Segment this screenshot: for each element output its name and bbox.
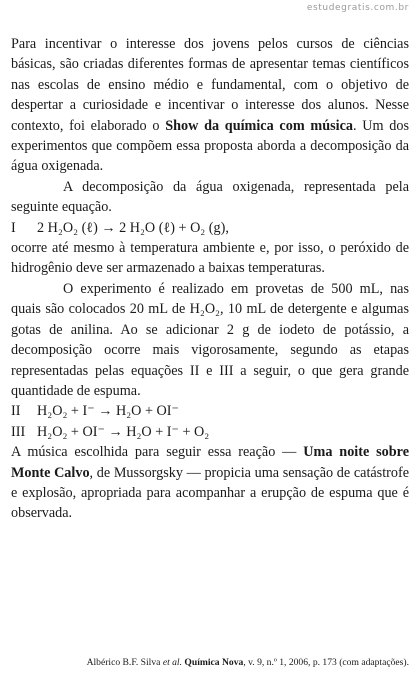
paragraph-intro-end: . Um dos experimentos que compõem essa proposta aborda a decomposição da água oxigenada. (11, 117, 410, 175)
equation-1-text: 2 H₂O₂ (ℓ) → 2 H₂O (ℓ) + O₂ (g), (37, 219, 229, 236)
paragraph-experiment: O experimento é realizado em provetas de 500 mL, nas quais são colocados 20 mL de H₂O₂, 10 mL de detergente e algumas gotas de anilina. Ao se adicionar 2 g de iodeto de potássio, a decomposição ocorre mais vigorosamente, segundo as etapas representadas pelas equações II e III a seguir, o que gera grande quantidade de espuma. (11, 280, 409, 399)
paragraph-music-end: , de Mussorgsky — propicia uma sensação de catástrofe e explosão, apropriada para acompanhar a erupção de espuma que é observada. (11, 464, 409, 522)
equation-1 (11, 218, 409, 238)
show-title: Show da química com música (165, 117, 353, 134)
citation-author: Albérico B.F. Silva (86, 657, 163, 668)
equation-1-label: I (11, 219, 16, 236)
equation-3 (11, 422, 409, 442)
citation-journal: Química Nova (184, 657, 244, 668)
equation-3-text: H₂O₂ + OI⁻ → H₂O + I⁻ + O₂ (37, 423, 210, 440)
citation-etal: et al. (162, 657, 182, 668)
text-content (11, 34, 409, 524)
paragraph-music (11, 442, 409, 524)
equation-2-text: H₂O₂ + I⁻ → H₂O + OI⁻ (37, 403, 179, 420)
citation-details: , v. 9, n.º 1, 2006, p. 173 (com adaptações). (243, 657, 409, 668)
paragraph-intro-text: Para incentivar o interesse dos jovens pelos cursos de ciências básicas, são criadas diferentes formas de apresentar temas científicos nas escolas de ensino médio e fundamental, com o objetivo de despertar a curiosidade e incentivar o interesse dos alunos. Nesse contexto, foi elaborado o (11, 36, 409, 134)
equation-3-label: III (11, 423, 26, 440)
equation-2-label: II (11, 403, 21, 420)
site-watermark: estudegratis.com.br (306, 3, 409, 13)
paragraph-music-text: A música escolhida para seguir essa reação — (11, 444, 304, 461)
music-title: Uma noite sobre Monte Calvo (11, 444, 409, 481)
paragraph-intro (11, 34, 409, 177)
citation (87, 657, 409, 668)
paragraph-equation-intro: A decomposição da água oxigenada, representada pela seguinte equação. (11, 178, 409, 216)
equation-2 (11, 401, 409, 421)
paragraph-storage: ocorre até mesmo à temperatura ambiente e, por isso, o peróxido de hidrogênio deve ser armazenado a baixas temperaturas. (11, 240, 409, 277)
